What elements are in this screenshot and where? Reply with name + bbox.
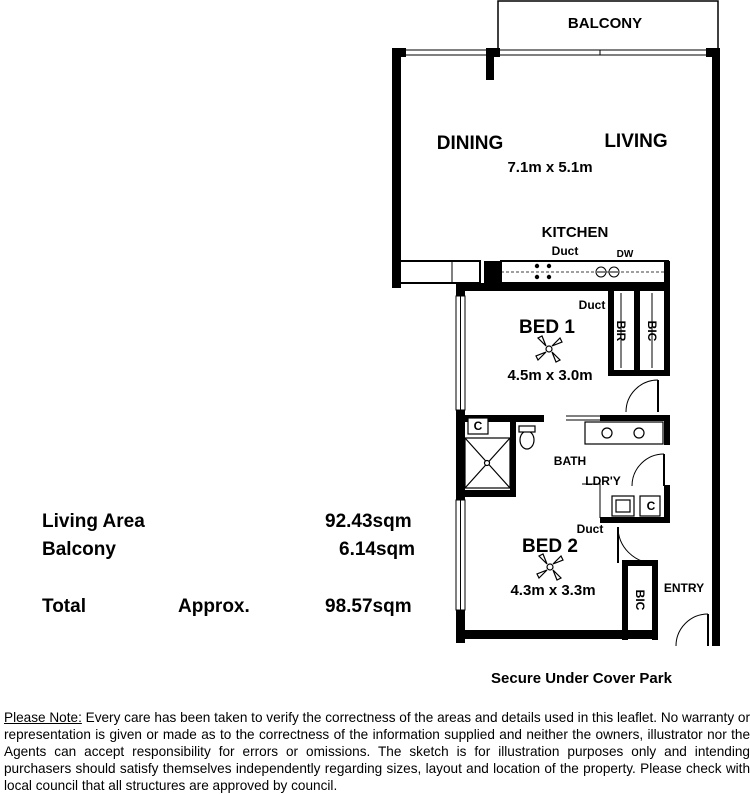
kitchen-duct-label: Duct: [551, 244, 579, 258]
bed2-door: [618, 527, 654, 563]
disclaimer-note: [4, 709, 750, 794]
balcony-area-label: Balcony: [42, 539, 116, 560]
note-text: Every care has been taken to verify the correctness of the areas and details used in this leaflet. No warranty or representation is given or made as to the correctness of the information supplied and neither the owners, illustrator nor the Agents can accept responsibility for errors or omissions. The sketch is for illustration purposes only and intending purchasers should satisfy themselves independently regarding sizes, layout and location of the property. Please check with local council that all structures are approved by council.: [4, 710, 750, 793]
bed2-dims: 4.3m x 3.3m: [510, 582, 596, 599]
entry-door: [676, 614, 708, 646]
bath-sliding-door: [566, 416, 600, 420]
laundry-label: LDR'Y: [585, 474, 621, 488]
dishwasher-label: DW: [616, 249, 634, 260]
kitchen-label: KITCHEN: [541, 224, 609, 241]
bic1-label: BIC: [645, 320, 659, 342]
bath-label: BATH: [553, 454, 587, 468]
dining-label: DINING: [436, 133, 504, 154]
bir-label: BIR: [614, 320, 628, 342]
note-title: Please Note:: [4, 710, 82, 725]
bed1-duct-label: Duct: [578, 298, 606, 312]
balcony-area-value: 6.14sqm: [339, 539, 416, 560]
living-label: LIVING: [604, 131, 668, 152]
entry-label: ENTRY: [663, 581, 705, 595]
bed1-label: BED 1: [519, 317, 575, 338]
bed2-duct-label: Duct: [576, 522, 604, 536]
living-area-value: 92.43sqm: [325, 511, 412, 532]
bath-cupboard-label: C: [473, 419, 483, 433]
laundry-cupboard-label: C: [646, 499, 656, 513]
ceiling-fan-icon: [537, 554, 563, 580]
parking-caption: Secure Under Cover Park: [491, 670, 672, 687]
living-dims: 7.1m x 5.1m: [507, 159, 593, 176]
bed1-door: [626, 380, 658, 412]
bed2-label: BED 2: [522, 536, 578, 557]
approx-label: Approx.: [178, 596, 250, 617]
ceiling-fan-icon: [536, 336, 562, 362]
total-label: Total: [42, 596, 86, 617]
total-area-value: 98.57sqm: [325, 596, 412, 617]
bic2-label: BIC: [633, 589, 647, 611]
bed1-dims: 4.5m x 3.0m: [507, 367, 593, 384]
top-windows: [406, 50, 706, 55]
balcony-label: BALCONY: [567, 15, 643, 32]
living-area-label: Living Area: [42, 511, 145, 532]
